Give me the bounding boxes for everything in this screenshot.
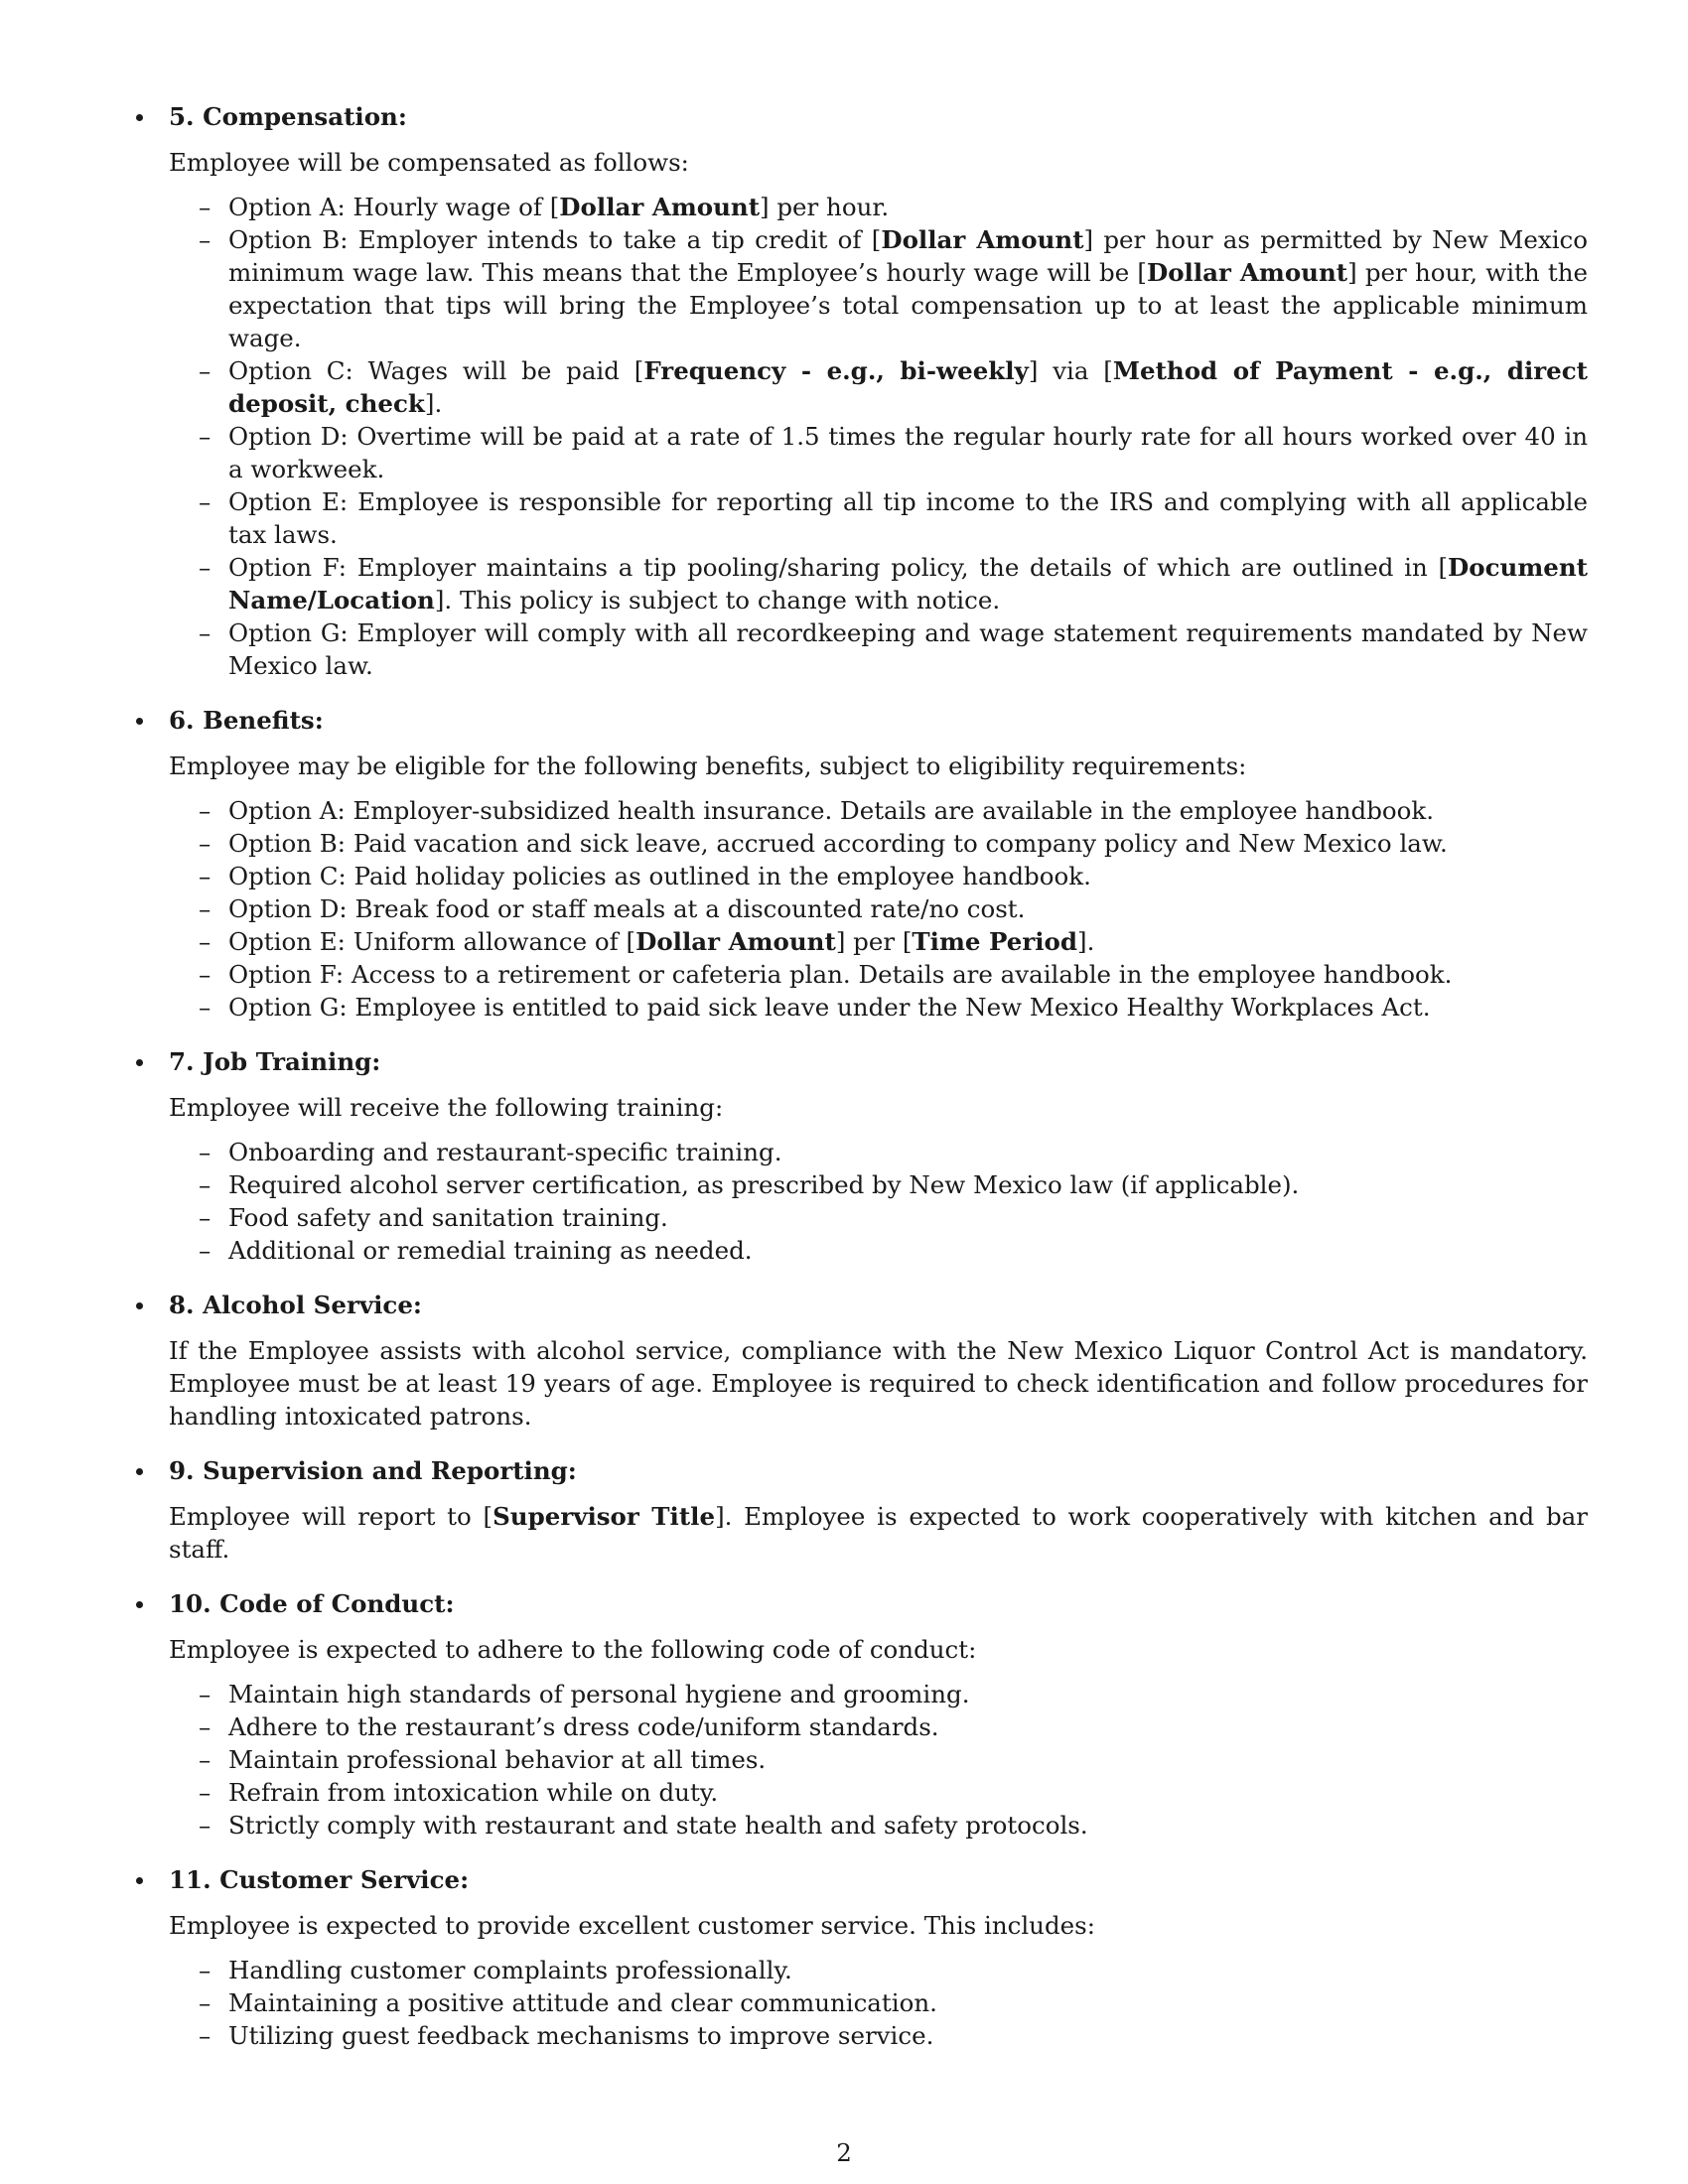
list-item bbox=[199, 551, 1588, 616]
list-item bbox=[199, 420, 1588, 485]
item-text: ] via [ bbox=[1028, 356, 1113, 385]
item-text: Maintaining a positive attitude and clear communication. bbox=[228, 1988, 937, 2017]
list-item bbox=[199, 1809, 1588, 1842]
dash-marker: – bbox=[199, 356, 211, 385]
list-item bbox=[199, 1201, 1588, 1234]
dash-marker: – bbox=[199, 894, 211, 923]
item-text: Utilizing guest feedback mechanisms to improve service. bbox=[228, 2021, 934, 2050]
list-item bbox=[199, 354, 1588, 420]
dash-marker: – bbox=[199, 2021, 211, 2050]
section-heading-text: 6. Benefits: bbox=[169, 706, 324, 735]
bullet-icon bbox=[136, 1468, 143, 1475]
paragraph-text: Employee will report to [ bbox=[169, 1502, 493, 1531]
list-item bbox=[199, 1234, 1588, 1267]
dash-marker: – bbox=[199, 960, 211, 989]
section-intro: Employee is expected to provide excellent customer service. This includes: bbox=[169, 1911, 1095, 1940]
page-content bbox=[133, 98, 1588, 2072]
dash-marker: – bbox=[199, 1203, 211, 1232]
section-heading-text: 5. Compensation: bbox=[169, 102, 407, 131]
dash-marker: – bbox=[199, 1988, 211, 2017]
option-list bbox=[133, 1678, 1588, 1842]
section-alcohol-service bbox=[133, 1287, 1588, 1433]
bullet-icon bbox=[136, 1302, 143, 1309]
item-text: Maintain professional behavior at all times. bbox=[228, 1745, 767, 1774]
option-list bbox=[133, 794, 1588, 1024]
list-item bbox=[199, 1136, 1588, 1168]
section-heading bbox=[133, 1287, 1588, 1324]
item-text: Food safety and sanitation training. bbox=[228, 1203, 668, 1232]
list-item bbox=[199, 2019, 1588, 2052]
item-text: Option C: Paid holiday policies as outlined in the employee handbook. bbox=[228, 862, 1091, 890]
item-text: Required alcohol server certification, as prescribed by New Mexico law (if applicable). bbox=[228, 1170, 1300, 1199]
section-paragraph bbox=[169, 1334, 1588, 1433]
dash-marker: – bbox=[199, 862, 211, 890]
option-list bbox=[133, 191, 1588, 682]
list-item bbox=[199, 860, 1588, 892]
item-text: Strictly comply with restaurant and state health and safety protocols. bbox=[228, 1811, 1088, 1840]
section-heading bbox=[133, 702, 1588, 740]
section-heading-text: 10. Code of Conduct: bbox=[169, 1589, 455, 1618]
dash-marker: – bbox=[199, 1745, 211, 1774]
list-item bbox=[199, 616, 1588, 682]
placeholder-field: Dollar Amount bbox=[881, 225, 1084, 254]
dash-marker: – bbox=[199, 796, 211, 825]
list-item bbox=[199, 1710, 1588, 1743]
list-item bbox=[199, 827, 1588, 860]
list-item bbox=[199, 1954, 1588, 1986]
section-intro: Employee will be compensated as follows: bbox=[169, 148, 689, 177]
dash-marker: – bbox=[199, 193, 211, 221]
item-text: Option A: Employer-subsidized health insurance. Details are available in the employee handbook. bbox=[228, 796, 1435, 825]
dash-marker: – bbox=[199, 1956, 211, 1984]
page-number: 2 bbox=[836, 2138, 852, 2167]
list-item bbox=[199, 191, 1588, 223]
item-text: ] per hour, with the expectation that tips will bring the Employee’s total compensation up to at least the applicable minimum wage. bbox=[228, 258, 1588, 352]
paragraph-text: ]. Employee is expected to work cooperatively with kitchen and bar staff. bbox=[169, 1502, 1588, 1564]
list-item bbox=[199, 223, 1589, 354]
section-intro: Employee is expected to adhere to the following code of conduct: bbox=[169, 1635, 977, 1664]
dash-marker: – bbox=[199, 1680, 211, 1708]
list-item bbox=[199, 794, 1588, 827]
list-item bbox=[199, 485, 1588, 551]
list-item bbox=[199, 1678, 1588, 1710]
section-code-of-conduct bbox=[133, 1585, 1588, 1842]
item-text: Onboarding and restaurant-specific training. bbox=[228, 1138, 782, 1166]
placeholder-field: Supervisor Title bbox=[492, 1502, 716, 1531]
section-heading bbox=[133, 1861, 1588, 1899]
dash-marker: – bbox=[199, 1236, 211, 1265]
item-text: Option F: Employer maintains a tip pooling/sharing policy, the details of which are outlined in [ bbox=[228, 553, 1449, 582]
item-text: ] per hour as permitted by New Mexico minimum wage law. This means that the Employee’s hourly wage will be [ bbox=[228, 225, 1589, 287]
section-compensation bbox=[133, 98, 1588, 682]
list-item bbox=[199, 991, 1588, 1024]
item-text: Option B: Paid vacation and sick leave, accrued according to company policy and New Mexico law. bbox=[228, 829, 1448, 858]
dash-marker: – bbox=[199, 422, 211, 451]
section-supervision bbox=[133, 1452, 1588, 1566]
section-intro: Employee will receive the following training: bbox=[169, 1093, 724, 1122]
item-text: ] per hour. bbox=[760, 193, 890, 221]
item-text: Option D: Break food or staff meals at a discounted rate/no cost. bbox=[228, 894, 1026, 923]
section-paragraph bbox=[169, 1500, 1588, 1566]
option-list bbox=[133, 1136, 1588, 1267]
placeholder-field: Document Name/Location bbox=[228, 553, 1588, 614]
section-heading-text: 7. Job Training: bbox=[169, 1047, 381, 1076]
item-text: Handling customer complaints professionally. bbox=[228, 1956, 792, 1984]
bullet-icon bbox=[136, 1059, 143, 1066]
item-text: ] per [ bbox=[835, 927, 913, 956]
list-item bbox=[199, 1776, 1588, 1809]
item-text: ]. bbox=[424, 389, 443, 418]
list-item bbox=[199, 892, 1588, 925]
dash-marker: – bbox=[199, 1778, 211, 1807]
section-heading bbox=[133, 1043, 1588, 1081]
paragraph-text: If the Employee assists with alcohol service, compliance with the New Mexico Liquor Control Act is mandatory. Employee must be at least 19 years of age. Employee is required to check identification and follow procedures for handling intoxicated patrons. bbox=[169, 1336, 1588, 1431]
item-text: ]. This policy is subject to change with notice. bbox=[434, 586, 1001, 614]
placeholder-field: Dollar Amount bbox=[635, 927, 836, 956]
section-heading bbox=[133, 1452, 1588, 1490]
bullet-icon bbox=[136, 1601, 143, 1608]
item-text: Option G: Employee is entitled to paid sick leave under the New Mexico Healthy Workplaces Act. bbox=[228, 993, 1431, 1022]
item-text: Option F: Access to a retirement or cafeteria plan. Details are available in the employee handbook. bbox=[228, 960, 1453, 989]
item-text: Adhere to the restaurant’s dress code/uniform standards. bbox=[228, 1712, 939, 1741]
list-item bbox=[199, 925, 1588, 958]
placeholder-field: Dollar Amount bbox=[1146, 258, 1348, 287]
item-text: Option E: Uniform allowance of [ bbox=[228, 927, 636, 956]
bullet-icon bbox=[136, 718, 143, 725]
bullet-icon bbox=[136, 114, 143, 121]
dash-marker: – bbox=[199, 1712, 211, 1741]
dash-marker: – bbox=[199, 1811, 211, 1840]
list-item bbox=[199, 958, 1588, 991]
dash-marker: – bbox=[199, 1170, 211, 1199]
option-list bbox=[133, 1954, 1588, 2052]
dash-marker: – bbox=[199, 927, 211, 956]
dash-marker: – bbox=[199, 618, 211, 647]
section-customer-service bbox=[133, 1861, 1588, 2052]
placeholder-field: Method of Payment - e.g., direct deposit, check bbox=[228, 356, 1588, 418]
dash-marker: – bbox=[199, 993, 211, 1022]
item-text: Option G: Employer will comply with all recordkeeping and wage statement requirements mandated by New Mexico law. bbox=[228, 618, 1588, 680]
item-text: Maintain high standards of personal hygiene and grooming. bbox=[228, 1680, 970, 1708]
dash-marker: – bbox=[199, 829, 211, 858]
placeholder-field: Frequency - e.g., bi-weekly bbox=[643, 356, 1029, 385]
item-text: Option B: Employer intends to take a tip credit of [ bbox=[228, 225, 882, 254]
list-item bbox=[199, 1986, 1588, 2019]
section-heading-text: 8. Alcohol Service: bbox=[169, 1291, 422, 1319]
item-text: Option C: Wages will be paid [ bbox=[228, 356, 644, 385]
list-item bbox=[199, 1168, 1588, 1201]
section-heading bbox=[133, 98, 1588, 136]
dash-marker: – bbox=[199, 1138, 211, 1166]
placeholder-field: Time Period bbox=[912, 927, 1078, 956]
section-heading-text: 11. Customer Service: bbox=[169, 1865, 470, 1894]
dash-marker: – bbox=[199, 553, 211, 582]
dash-marker: – bbox=[199, 487, 211, 516]
dash-marker: – bbox=[199, 225, 211, 254]
item-text: Option A: Hourly wage of [ bbox=[228, 193, 560, 221]
item-text: Additional or remedial training as needed. bbox=[228, 1236, 753, 1265]
item-text: Option E: Employee is responsible for reporting all tip income to the IRS and complying with all applicable tax laws. bbox=[228, 487, 1588, 549]
section-benefits bbox=[133, 702, 1588, 1024]
section-intro: Employee may be eligible for the following benefits, subject to eligibility requirements: bbox=[169, 751, 1247, 780]
item-text: Refrain from intoxication while on duty. bbox=[228, 1778, 719, 1807]
placeholder-field: Dollar Amount bbox=[559, 193, 761, 221]
item-text: ]. bbox=[1077, 927, 1095, 956]
list-item bbox=[199, 1743, 1588, 1776]
bullet-icon bbox=[136, 1877, 143, 1884]
section-heading-text: 9. Supervision and Reporting: bbox=[169, 1456, 577, 1485]
item-text: Option D: Overtime will be paid at a rate of 1.5 times the regular hourly rate for all hours worked over 40 in a workweek. bbox=[228, 422, 1588, 483]
section-heading bbox=[133, 1585, 1588, 1623]
section-job-training bbox=[133, 1043, 1588, 1267]
